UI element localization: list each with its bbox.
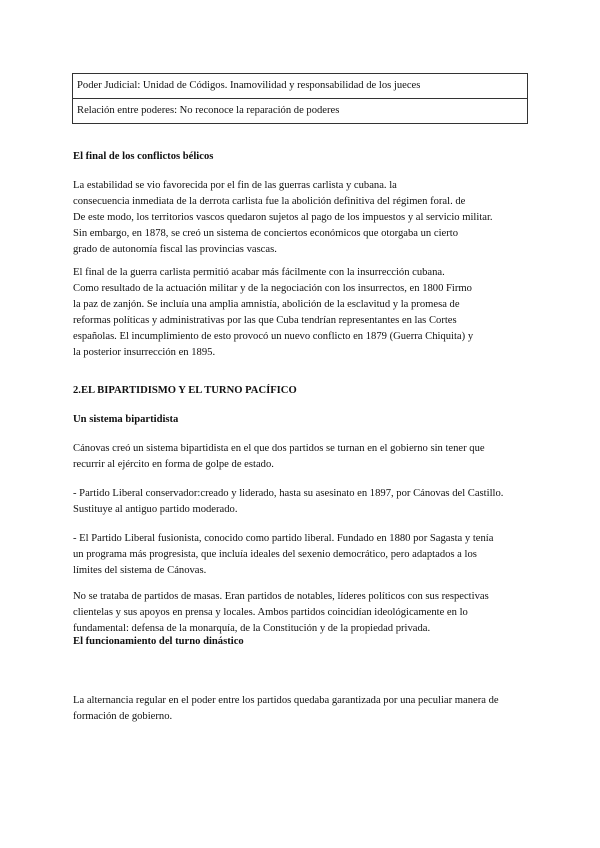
paragraph-canovas-system — [73, 441, 485, 473]
paragraph-carlist-war — [73, 178, 493, 258]
text-line: formación de gobierno. — [73, 711, 173, 722]
text-line: La alternancia regular en el poder entre los partidos quedaba garantizada por una peculiar manera de — [73, 695, 499, 706]
paragraph-alternation — [73, 693, 499, 725]
paragraph-parties-of-notables — [73, 589, 489, 637]
subheading-bipartisan-system: Un sistema bipartidista — [73, 414, 179, 425]
text-line: grado de autonomía fiscal las provincias vascas. — [73, 244, 277, 255]
paragraph-cuban-war — [73, 265, 473, 361]
text-line: recurrir al ejército en forma de golpe de estado. — [73, 459, 274, 470]
powers-table — [72, 73, 528, 124]
text-line: No se trataba de partidos de masas. Eran partidos de notables, líderes políticos con sus respectivas — [73, 591, 489, 602]
text-line: Sin embargo, en 1878, se creó un sistema de conciertos económicos que otorgaba un cierto — [73, 228, 458, 239]
table-row-judicial: Poder Judicial: Unidad de Códigos. Inamovilidad y responsabilidad de los jueces — [73, 74, 527, 99]
section-title-bipartidismo: 2.EL BIPARTIDISMO Y EL TURNO PACÍFICO — [73, 385, 297, 396]
text-line: Como resultado de la actuación militar y de la negociación con los insurrectos, en 1800 Firmo — [73, 283, 472, 294]
paragraph-liberal-party — [73, 531, 493, 579]
text-line: un programa más progresista, que incluía ideales del sexenio democrático, pero adaptados a los — [73, 549, 477, 560]
text-line: la paz de zanjón. Se incluía una amplia amnistía, abolición de la esclavitud y la promesa de — [73, 299, 460, 310]
text-line: De este modo, los territorios vascos quedaron sujetos al pago de los impuestos y al servicio militar. — [73, 212, 493, 223]
text-line: reformas políticas y administrativas por las que Cuba tendrían representantes en las Cortes — [73, 315, 457, 326]
text-line: El final de la guerra carlista permitió acabar más fácilmente con la insurrección cubana. — [73, 267, 445, 278]
text-line: Sustituye al antiguo partido moderado. — [73, 504, 238, 515]
text-line: la posterior insurrección en 1895. — [73, 347, 216, 358]
text-line: límites del sistema de Cánovas. — [73, 565, 207, 576]
table-row-relations: Relación entre poderes: No reconoce la reparación de poderes — [73, 99, 527, 124]
heading-end-of-wars: El final de los conflictos bélicos — [73, 151, 214, 162]
text-line: - Partido Liberal conservador:creado y liderado, hasta su asesinato en 1897, por Cánovas del Castillo. — [73, 488, 504, 499]
paragraph-conservative-party — [73, 486, 503, 518]
text-line: fundamental: defensa de la monarquía, de la Constitución y de la propiedad privada. — [73, 623, 431, 634]
text-line: La estabilidad se vio favorecida por el fin de las guerras carlista y cubana. la — [73, 180, 397, 191]
text-line: - El Partido Liberal fusionista, conocido como partido liberal. Fundado en 1880 por Sagasta y tenía — [73, 533, 494, 544]
text-line: clientelas y sus apoyos en prensa y locales. Ambos partidos coincidían ideológicamente en lo — [73, 607, 468, 618]
text-line: consecuencia inmediata de la derrota carlista fue la abolición definitiva del régimen foral. de — [73, 196, 466, 207]
text-line: Cánovas creó un sistema bipartidista en el que dos partidos se turnan en el gobierno sin tener que — [73, 443, 485, 454]
subheading-dynastic-turn: El funcionamiento del turno dinástico — [73, 636, 244, 647]
text-line: españolas. El incumplimiento de esto provocó un nuevo conflicto en 1879 (Guerra Chiquita) y — [73, 331, 474, 342]
